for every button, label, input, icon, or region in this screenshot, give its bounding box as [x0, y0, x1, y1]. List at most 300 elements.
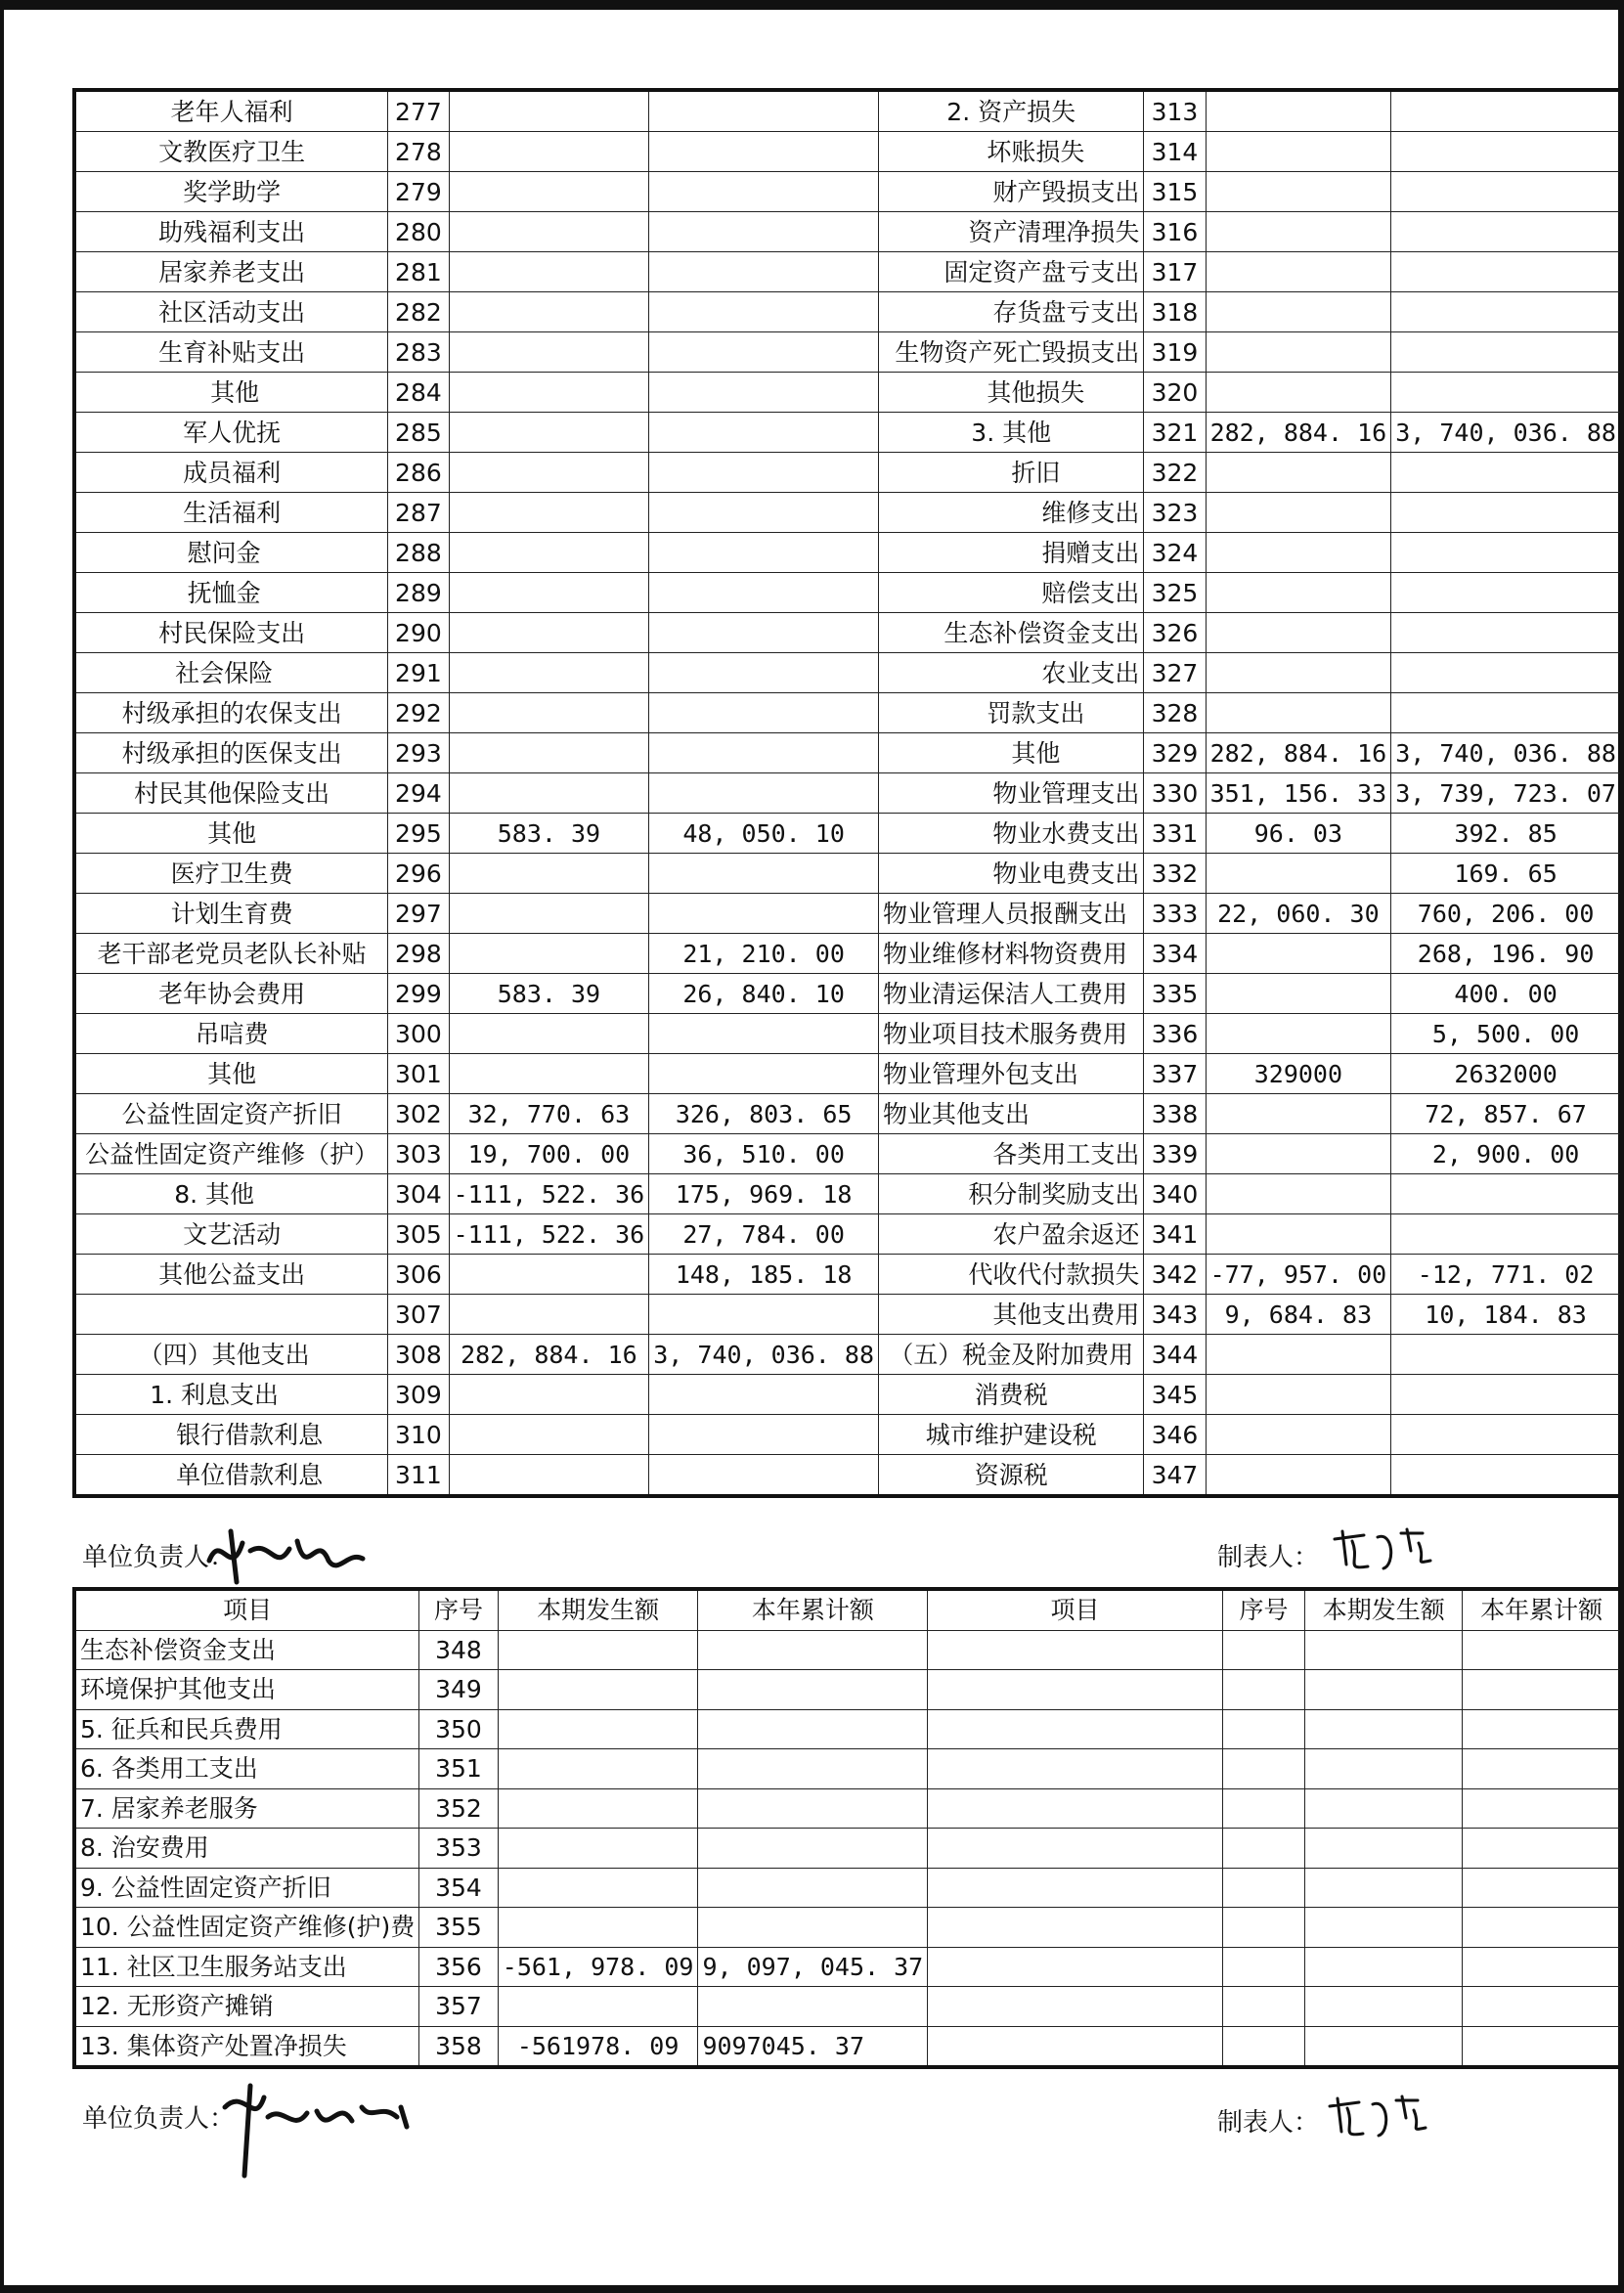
current-period-cell [498, 1670, 698, 1710]
item-name-cell: 公益性固定资产维修（护） [74, 1134, 388, 1174]
current-period-cell [449, 1455, 649, 1497]
seq-cell: 321 [1144, 413, 1206, 453]
empty-cell [1305, 1908, 1463, 1948]
item-name-cell: 其他 [879, 733, 1144, 773]
current-period-cell [498, 1829, 698, 1869]
table-row [74, 733, 1622, 773]
item-name-cell: 老年协会费用 [74, 974, 388, 1014]
current-period-cell [1206, 974, 1391, 1014]
item-name-cell: 13. 集体资产处置净损失 [74, 2026, 419, 2067]
empty-cell [1463, 1987, 1622, 2027]
seq-cell: 339 [1144, 1134, 1206, 1174]
item-name-cell: 固定资产盘亏支出 [879, 252, 1144, 292]
year-to-date-cell [698, 1829, 928, 1869]
item-name-cell: 7. 居家养老服务 [74, 1788, 419, 1829]
item-name-cell: 财产毁损支出 [879, 172, 1144, 212]
current-period-cell: 583. 39 [449, 814, 649, 854]
current-period-cell [1206, 252, 1391, 292]
item-name-cell: 资产清理净损失 [879, 212, 1144, 252]
preparer-label: 制表人： [1217, 1543, 1320, 1572]
seq-cell: 325 [1144, 573, 1206, 613]
empty-cell [928, 1829, 1223, 1869]
item-name-cell: 单位借款利息 [74, 1455, 388, 1497]
seq-cell: 309 [388, 1375, 449, 1415]
item-name-cell: 8. 治安费用 [74, 1829, 419, 1869]
empty-cell [1463, 1868, 1622, 1908]
seq-cell: 343 [1144, 1295, 1206, 1335]
seq-cell: 341 [1144, 1214, 1206, 1255]
current-period-cell: -561, 978. 09 [498, 1947, 698, 1987]
seq-cell: 320 [1144, 373, 1206, 413]
current-period-cell [449, 934, 649, 974]
current-period-cell [449, 1375, 649, 1415]
item-name-cell: 2. 资产损失 [879, 90, 1144, 132]
item-name-cell: 物业管理支出 [879, 773, 1144, 814]
seq-cell: 313 [1144, 90, 1206, 132]
year-to-date-cell [649, 733, 879, 773]
item-name-cell: 社会保险 [74, 653, 388, 693]
item-name-cell: 捐赠支出 [879, 533, 1144, 573]
year-to-date-cell [1391, 493, 1622, 533]
unit-head-label: 单位负责人： [82, 1543, 236, 1572]
item-name-cell: 吊唁费 [74, 1014, 388, 1054]
empty-cell [928, 1670, 1223, 1710]
empty-cell [1463, 1947, 1622, 1987]
table-row [74, 453, 1622, 493]
year-to-date-cell [649, 332, 879, 373]
current-period-cell [498, 1788, 698, 1829]
preparer-signature [1325, 1521, 1442, 1580]
item-name-cell: 9. 公益性固定资产折旧 [74, 1868, 419, 1908]
year-to-date-cell: 5, 500. 00 [1391, 1014, 1622, 1054]
table-row [74, 1630, 1622, 1670]
current-period-cell: 351, 156. 33 [1206, 773, 1391, 814]
seq-cell: 302 [388, 1094, 449, 1134]
seq-cell: 350 [419, 1709, 499, 1749]
table-row [74, 1829, 1622, 1869]
year-to-date-cell: 326, 803. 65 [649, 1094, 879, 1134]
seq-cell: 333 [1144, 894, 1206, 934]
item-name-cell: 其他公益支出 [74, 1255, 388, 1295]
seq-cell: 292 [388, 693, 449, 733]
item-name-cell: 资源税 [879, 1455, 1144, 1497]
current-period-cell [449, 1415, 649, 1455]
current-period-cell [1206, 132, 1391, 172]
current-period-cell: -561978. 09 [498, 2026, 698, 2067]
seq-cell: 324 [1144, 533, 1206, 573]
seq-cell: 298 [388, 934, 449, 974]
seq-cell: 335 [1144, 974, 1206, 1014]
current-period-cell: 329000 [1206, 1054, 1391, 1094]
current-period-cell [449, 693, 649, 733]
table-row [74, 172, 1622, 212]
item-name-cell: 其他支出费用 [879, 1295, 1144, 1335]
year-to-date-cell [1391, 212, 1622, 252]
table-row [74, 1670, 1622, 1710]
seq-cell: 316 [1144, 212, 1206, 252]
current-period-cell [449, 894, 649, 934]
current-period-cell [449, 773, 649, 814]
current-period-cell [449, 573, 649, 613]
empty-cell [1222, 1749, 1304, 1789]
empty-cell [1305, 1749, 1463, 1789]
year-to-date-cell [649, 573, 879, 613]
current-period-cell [449, 653, 649, 693]
header-year-to-date-right: 本年累计额 [1463, 1589, 1622, 1630]
unit-head-signature [192, 1521, 387, 1590]
year-to-date-cell: 36, 510. 00 [649, 1134, 879, 1174]
header-current-period-right: 本期发生额 [1305, 1589, 1463, 1630]
current-period-cell [449, 132, 649, 172]
year-to-date-cell [649, 292, 879, 332]
seq-cell: 300 [388, 1014, 449, 1054]
seq-cell: 349 [419, 1670, 499, 1710]
seq-cell: 319 [1144, 332, 1206, 373]
year-to-date-cell [1391, 373, 1622, 413]
current-period-cell [449, 373, 649, 413]
item-name-cell: 其他损失 [879, 373, 1144, 413]
item-name-cell: 存货盘亏支出 [879, 292, 1144, 332]
table-row [74, 1375, 1622, 1415]
seq-cell: 337 [1144, 1054, 1206, 1094]
year-to-date-cell: 21, 210. 00 [649, 934, 879, 974]
item-name-cell: 12. 无形资产摊销 [74, 1987, 419, 2027]
seq-cell: 287 [388, 493, 449, 533]
year-to-date-cell [1391, 132, 1622, 172]
seq-cell: 277 [388, 90, 449, 132]
current-period-cell [498, 1749, 698, 1789]
current-period-cell: -111, 522. 36 [449, 1214, 649, 1255]
current-period-cell [498, 1630, 698, 1670]
item-name-cell: 各类用工支出 [879, 1134, 1144, 1174]
table-row [74, 493, 1622, 533]
item-name-cell: 物业清运保洁人工费用 [879, 974, 1144, 1014]
table-row [74, 1709, 1622, 1749]
current-period-cell [1206, 373, 1391, 413]
item-name-cell: 11. 社区卫生服务站支出 [74, 1947, 419, 1987]
year-to-date-cell [698, 1908, 928, 1948]
year-to-date-cell [1391, 1375, 1622, 1415]
current-period-cell [1206, 693, 1391, 733]
year-to-date-cell: 9, 097, 045. 37 [698, 1947, 928, 1987]
current-period-cell [1206, 332, 1391, 373]
empty-cell [1305, 1829, 1463, 1869]
current-period-cell [1206, 1415, 1391, 1455]
table-row [74, 693, 1622, 733]
year-to-date-cell [649, 894, 879, 934]
table-row [74, 373, 1622, 413]
table-row [74, 1908, 1622, 1948]
current-period-cell [498, 1908, 698, 1948]
seq-cell: 278 [388, 132, 449, 172]
year-to-date-cell [698, 1630, 928, 1670]
table-row [74, 1749, 1622, 1789]
item-name-cell: 生物资产死亡毁损支出 [879, 332, 1144, 373]
current-period-cell [449, 493, 649, 533]
year-to-date-cell [1391, 292, 1622, 332]
seq-cell: 288 [388, 533, 449, 573]
current-period-cell: 583. 39 [449, 974, 649, 1014]
year-to-date-cell: 27, 784. 00 [649, 1214, 879, 1255]
year-to-date-cell [1391, 332, 1622, 373]
seq-cell: 283 [388, 332, 449, 373]
item-name-cell: 村级承担的医保支出 [74, 733, 388, 773]
item-name-cell: 村民保险支出 [74, 613, 388, 653]
item-name-cell: 居家养老支出 [74, 252, 388, 292]
year-to-date-cell [698, 1670, 928, 1710]
year-to-date-cell [649, 854, 879, 894]
empty-cell [1463, 1908, 1622, 1948]
item-name-cell: 其他 [74, 373, 388, 413]
seq-cell: 308 [388, 1335, 449, 1375]
seq-cell: 304 [388, 1174, 449, 1214]
item-name-cell: 慰问金 [74, 533, 388, 573]
seq-cell: 322 [1144, 453, 1206, 493]
seq-cell: 311 [388, 1455, 449, 1497]
empty-cell [1222, 1868, 1304, 1908]
year-to-date-cell: 760, 206. 00 [1391, 894, 1622, 934]
current-period-cell [1206, 1174, 1391, 1214]
seq-cell: 310 [388, 1415, 449, 1455]
table-row [74, 653, 1622, 693]
item-name-cell: 折旧 [879, 453, 1144, 493]
seq-cell: 347 [1144, 1455, 1206, 1497]
item-name-cell: 物业管理人员报酬支出 [879, 894, 1144, 934]
current-period-cell: 96. 03 [1206, 814, 1391, 854]
empty-cell [1222, 1630, 1304, 1670]
table-row [74, 132, 1622, 172]
current-period-cell [1206, 533, 1391, 573]
item-name-cell: 代收代付款损失 [879, 1255, 1144, 1295]
item-name-cell: 8. 其他 [74, 1174, 388, 1214]
table-row [74, 1335, 1622, 1375]
seq-cell: 295 [388, 814, 449, 854]
current-period-cell [1206, 1335, 1391, 1375]
year-to-date-cell: 10, 184. 83 [1391, 1295, 1622, 1335]
current-period-cell: 282, 884. 16 [1206, 413, 1391, 453]
seq-cell: 315 [1144, 172, 1206, 212]
seq-cell: 340 [1144, 1174, 1206, 1214]
year-to-date-cell [1391, 1174, 1622, 1214]
empty-cell [928, 1788, 1223, 1829]
item-name-cell: 老年人福利 [74, 90, 388, 132]
table-row [74, 1947, 1622, 1987]
empty-cell [928, 1987, 1223, 2027]
current-period-cell: 19, 700. 00 [449, 1134, 649, 1174]
table-row [74, 854, 1622, 894]
item-name-cell: （五）税金及附加费用 [879, 1335, 1144, 1375]
table-row [74, 1094, 1622, 1134]
expense-ledger-table-bottom [72, 1587, 1624, 2069]
year-to-date-cell: 3, 740, 036. 88 [649, 1335, 879, 1375]
empty-cell [1305, 1630, 1463, 1670]
year-to-date-cell [698, 1868, 928, 1908]
seq-cell: 353 [419, 1829, 499, 1869]
current-period-cell [449, 453, 649, 493]
item-name-cell: 农户盈余返还 [879, 1214, 1144, 1255]
item-name-cell: 坏账损失 [879, 132, 1144, 172]
current-period-cell [498, 1709, 698, 1749]
current-period-cell [1206, 1455, 1391, 1497]
empty-cell [1305, 2026, 1463, 2067]
empty-cell [1305, 1987, 1463, 2027]
year-to-date-cell [1391, 90, 1622, 132]
seq-cell: 282 [388, 292, 449, 332]
year-to-date-cell [698, 1709, 928, 1749]
empty-cell [928, 2026, 1223, 2067]
year-to-date-cell [1391, 453, 1622, 493]
item-name-cell: 积分制奖励支出 [879, 1174, 1144, 1214]
year-to-date-cell [649, 1415, 879, 1455]
year-to-date-cell: 3, 739, 723. 07 [1391, 773, 1622, 814]
table-row [74, 1987, 1622, 2027]
seq-cell: 299 [388, 974, 449, 1014]
scan-edge-top [0, 0, 1624, 10]
item-name-cell: 生育补贴支出 [74, 332, 388, 373]
year-to-date-cell [649, 533, 879, 573]
current-period-cell [1206, 493, 1391, 533]
empty-cell [1463, 1630, 1622, 1670]
current-period-cell [498, 1868, 698, 1908]
preparer-label-2: 制表人： [1217, 2108, 1320, 2138]
year-to-date-cell: 175, 969. 18 [649, 1174, 879, 1214]
table-row [74, 1868, 1622, 1908]
seq-cell: 280 [388, 212, 449, 252]
year-to-date-cell [1391, 693, 1622, 733]
table-row [74, 252, 1622, 292]
seq-cell: 279 [388, 172, 449, 212]
item-name-cell: 1. 利息支出 [74, 1375, 388, 1415]
item-name-cell: 物业维修材料物资费用 [879, 934, 1144, 974]
year-to-date-cell [649, 1295, 879, 1335]
empty-cell [1305, 1868, 1463, 1908]
current-period-cell [449, 332, 649, 373]
empty-cell [1463, 1788, 1622, 1829]
unit-head-signature-2 [205, 2078, 420, 2185]
year-to-date-cell [649, 773, 879, 814]
item-name-cell: 生活福利 [74, 493, 388, 533]
seq-cell: 290 [388, 613, 449, 653]
year-to-date-cell: 9097045. 37 [698, 2026, 928, 2067]
year-to-date-cell [1391, 573, 1622, 613]
item-name-cell: 6. 各类用工支出 [74, 1749, 419, 1789]
current-period-cell: 32, 770. 63 [449, 1094, 649, 1134]
seq-cell: 342 [1144, 1255, 1206, 1295]
current-period-cell [1206, 934, 1391, 974]
item-name-cell: 文教医疗卫生 [74, 132, 388, 172]
year-to-date-cell [649, 1014, 879, 1054]
empty-cell [1222, 1947, 1304, 1987]
year-to-date-cell [649, 453, 879, 493]
seq-cell: 284 [388, 373, 449, 413]
item-name-cell: 3. 其他 [879, 413, 1144, 453]
year-to-date-cell [649, 493, 879, 533]
table-row [74, 1174, 1622, 1214]
seq-cell: 293 [388, 733, 449, 773]
table-row [74, 974, 1622, 1014]
current-period-cell [1206, 292, 1391, 332]
empty-cell [1463, 2026, 1622, 2067]
seq-cell: 294 [388, 773, 449, 814]
item-name-cell: 生态补偿资金支出 [74, 1630, 419, 1670]
table-row [74, 573, 1622, 613]
table-row [74, 413, 1622, 453]
item-name-cell: 抚恤金 [74, 573, 388, 613]
empty-cell [1463, 1829, 1622, 1869]
seq-cell: 354 [419, 1868, 499, 1908]
empty-cell [1463, 1709, 1622, 1749]
empty-cell [1222, 1788, 1304, 1829]
header-item-right: 项目 [928, 1589, 1223, 1630]
empty-cell [928, 1709, 1223, 1749]
table-row [74, 934, 1622, 974]
item-name-cell: 物业水费支出 [879, 814, 1144, 854]
seq-cell: 356 [419, 1947, 499, 1987]
item-name-cell: 5. 征兵和民兵费用 [74, 1709, 419, 1749]
seq-cell: 281 [388, 252, 449, 292]
empty-cell [928, 1749, 1223, 1789]
current-period-cell [1206, 653, 1391, 693]
header-current-period: 本期发生额 [498, 1589, 698, 1630]
current-period-cell: 282, 884. 16 [1206, 733, 1391, 773]
current-period-cell [449, 413, 649, 453]
item-name-cell: 成员福利 [74, 453, 388, 493]
table-row [74, 1295, 1622, 1335]
item-name-cell: 其他 [74, 814, 388, 854]
current-period-cell [449, 1014, 649, 1054]
current-period-cell: -77, 957. 00 [1206, 1255, 1391, 1295]
current-period-cell [449, 613, 649, 653]
year-to-date-cell [649, 1054, 879, 1094]
empty-cell [928, 1630, 1223, 1670]
seq-cell: 296 [388, 854, 449, 894]
item-name-cell: 奖学助学 [74, 172, 388, 212]
table-row [74, 1788, 1622, 1829]
current-period-cell [1206, 1214, 1391, 1255]
empty-cell [1222, 1908, 1304, 1948]
seq-cell: 351 [419, 1749, 499, 1789]
seq-cell: 305 [388, 1214, 449, 1255]
current-period-cell [1206, 212, 1391, 252]
year-to-date-cell [649, 613, 879, 653]
table-row [74, 332, 1622, 373]
table-row [74, 814, 1622, 854]
year-to-date-cell [649, 252, 879, 292]
table-row [74, 1455, 1622, 1497]
seq-cell: 285 [388, 413, 449, 453]
current-period-cell [1206, 90, 1391, 132]
seq-cell: 348 [419, 1630, 499, 1670]
seq-cell: 303 [388, 1134, 449, 1174]
current-period-cell [1206, 1014, 1391, 1054]
empty-cell [1222, 1709, 1304, 1749]
item-name-cell: 公益性固定资产折旧 [74, 1094, 388, 1134]
year-to-date-cell [1391, 1214, 1622, 1255]
table-row [74, 90, 1622, 132]
current-period-cell [1206, 1134, 1391, 1174]
year-to-date-cell: -12, 771. 02 [1391, 1255, 1622, 1295]
table-row [74, 1255, 1622, 1295]
year-to-date-cell [649, 172, 879, 212]
current-period-cell [498, 1987, 698, 2027]
current-period-cell [449, 172, 649, 212]
year-to-date-cell [649, 653, 879, 693]
item-name-cell: 10. 公益性固定资产维修(护)费 [74, 1908, 419, 1948]
item-name-cell: 罚款支出 [879, 693, 1144, 733]
year-to-date-cell: 2632000 [1391, 1054, 1622, 1094]
seq-cell: 327 [1144, 653, 1206, 693]
current-period-cell [1206, 453, 1391, 493]
